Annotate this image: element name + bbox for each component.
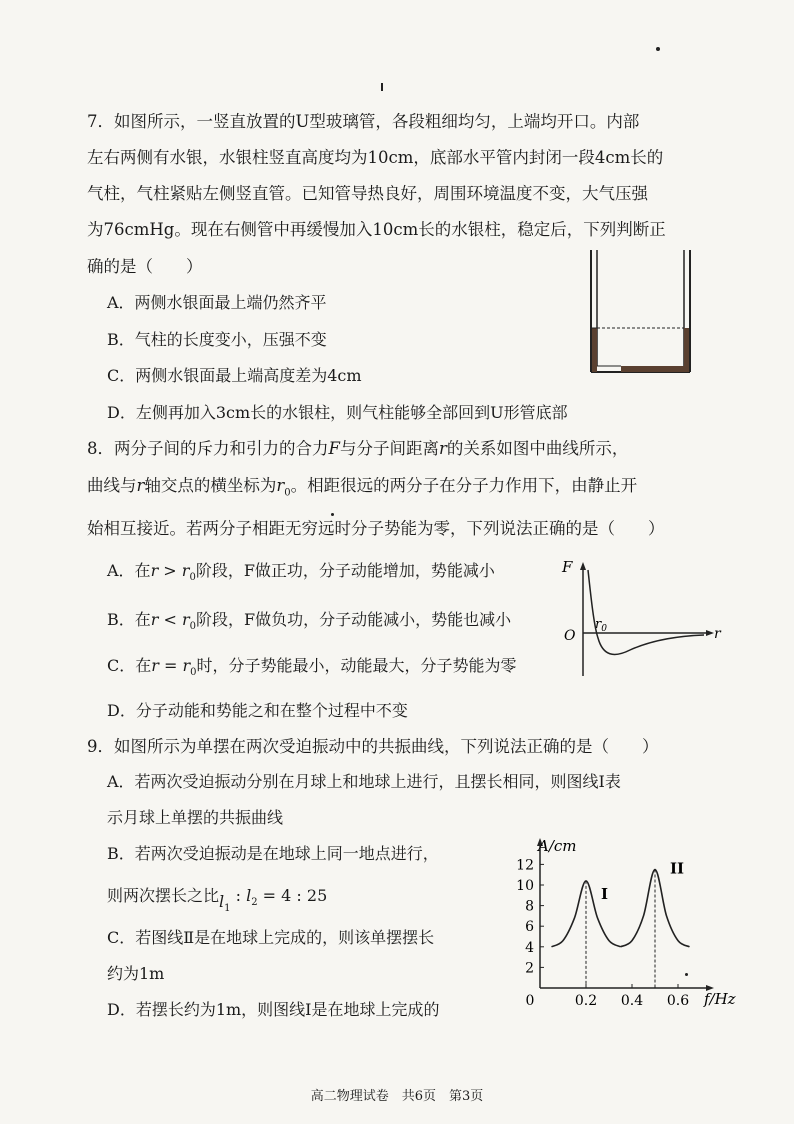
q8-option-b-pre: B．在 bbox=[107, 610, 151, 629]
q8-option-a-sub: 0 bbox=[189, 572, 196, 584]
graph-label-r0-sub: 0 bbox=[601, 624, 607, 634]
resonance-chart bbox=[508, 830, 744, 1010]
y-tick-label: 12 bbox=[516, 857, 534, 874]
q9-ratio-value: = 4 : 25 bbox=[257, 886, 328, 905]
q8-text-3: 的关系如图中曲线所示， bbox=[446, 439, 629, 458]
q8-option-b-sub: 0 bbox=[189, 621, 197, 633]
q8-line-2 bbox=[87, 474, 637, 505]
graph-label-o: O bbox=[564, 628, 576, 644]
q8-text-2: 与分子间距离 bbox=[339, 439, 439, 458]
q9-option-c-line-2: 约为1m bbox=[107, 964, 165, 983]
q8-symbol-r0: r bbox=[276, 476, 285, 495]
scan-speck bbox=[656, 47, 660, 51]
x-tick-label: 0.6 bbox=[666, 993, 690, 1009]
q7-option-a: A．两侧水银面最上端仍然齐平 bbox=[107, 293, 327, 312]
q8-text-1: 8．两分子间的斥力和引力的合力 bbox=[87, 439, 329, 458]
q8-option-b bbox=[107, 608, 511, 639]
q9-option-b-line-2 bbox=[107, 884, 327, 915]
q8-symbol-f: F bbox=[328, 439, 340, 458]
right-mercury bbox=[684, 328, 689, 372]
y-tick-label: 10 bbox=[516, 878, 534, 894]
q9-ratio-colon: : bbox=[230, 886, 247, 905]
q9-ratio-sub1: 1 bbox=[224, 903, 231, 915]
q8-text-5: 轴交点的横坐标为 bbox=[144, 476, 277, 495]
q9-option-b-text: 则两次摆长之比 bbox=[107, 886, 220, 905]
q8-option-c-pre: C．在 bbox=[107, 656, 152, 675]
q9-ratio-l1: l bbox=[219, 892, 225, 911]
q7-line-2: 左右两侧有水银，水银柱竖直高度均为10cm，底部水平管内封闭一段4cm长的 bbox=[87, 148, 664, 167]
graph-label-r: r bbox=[714, 626, 721, 642]
q9-option-c-line-1: C．若图线Ⅱ是在地球上完成的，则该单摆摆长 bbox=[107, 928, 435, 947]
left-mercury bbox=[592, 328, 597, 372]
force-curve bbox=[588, 570, 704, 654]
bottom-mercury bbox=[621, 366, 684, 372]
q8-option-b-cond: r < r bbox=[150, 610, 190, 629]
chart-xlabel: f/Hz bbox=[704, 990, 736, 1008]
q9-option-d: D．若摆长约为1m，则图线Ⅰ是在地球上完成的 bbox=[107, 1000, 440, 1019]
q8-option-a-post: 阶段，F做正功，分子动能增加，势能减小 bbox=[195, 561, 495, 580]
q9-option-b-line-1: B．若两次受迫振动是在地球上同一地点进行， bbox=[107, 844, 439, 863]
x-tick-label: 0.4 bbox=[620, 993, 644, 1009]
u-tube-figure bbox=[585, 248, 700, 376]
q9-ratio-l2: l bbox=[246, 886, 252, 905]
q8-option-a-cond: r > r bbox=[150, 561, 190, 580]
q8-option-d: D．分子动能和势能之和在整个过程中不变 bbox=[107, 701, 408, 720]
q7-line-3: 气柱，气柱紧贴左侧竖直管。已知管导热良好，周围环境温度不变，大气压强 bbox=[87, 184, 648, 203]
q8-line-3: 始相互接近。若两分子相距无穷远时分子势能为零，下列说法正确的是（ ） bbox=[87, 519, 665, 538]
q7-option-c: C．两侧水银面最上端高度差为4cm bbox=[107, 366, 362, 385]
y-tick-label: 6 bbox=[525, 919, 534, 936]
peak-label-2: II bbox=[670, 859, 685, 878]
q8-option-a-pre: A．在 bbox=[107, 561, 151, 580]
scan-speck bbox=[685, 973, 688, 976]
q9-ratio-sub2: 2 bbox=[251, 897, 258, 909]
q8-option-c-cond: r = r bbox=[151, 656, 191, 675]
q8-option-c bbox=[107, 654, 517, 685]
force-distance-graph bbox=[558, 558, 728, 690]
chart-axes bbox=[537, 838, 714, 991]
q9-option-a-line-2: 示月球上单摆的共振曲线 bbox=[107, 808, 284, 827]
q9-option-a-line-1: A．若两次受迫振动分别在月球上和地球上进行，且摆长相同，则图线Ⅰ表 bbox=[107, 772, 621, 791]
y-tick-label: 2 bbox=[525, 960, 534, 977]
y-tick-label: 8 bbox=[525, 898, 534, 915]
q8-symbol-r: r bbox=[438, 439, 447, 458]
q8-text-6: 。相距很远的两分子在分子力作用下，由静止开 bbox=[290, 476, 638, 495]
q7-line-4: 为76cmHg。现在右侧管中再缓慢加入10cm长的水银柱，稳定后，下列判断正 bbox=[87, 220, 666, 239]
x-tick-label: 0 bbox=[525, 993, 535, 1009]
q7-line-5: 确的是（ ） bbox=[87, 257, 203, 276]
q8-symbol-r-axis: r bbox=[136, 476, 145, 495]
q8-option-a bbox=[107, 559, 495, 590]
chart-ylabel: A/cm bbox=[538, 837, 577, 855]
q8-option-b-post: 阶段，F做负功，分子动能减小，势能也减小 bbox=[196, 610, 512, 629]
q8-line-1 bbox=[87, 437, 628, 461]
y-tick-label: 4 bbox=[525, 939, 534, 956]
q7-option-b: B．气柱的长度变小，压强不变 bbox=[107, 330, 327, 349]
scan-speck bbox=[331, 513, 334, 516]
page-footer: 高二物理试卷 共6页 第3页 bbox=[310, 1089, 484, 1104]
q8-symbol-r0-sub: 0 bbox=[284, 487, 291, 499]
graph-label-r0-base: r bbox=[595, 617, 602, 632]
q9-line-1: 9．如图所示为单摆在两次受迫振动中的共振曲线，下列说法正确的是（ ） bbox=[87, 737, 659, 756]
q7-line-1: 7．如图所示，一竖直放置的U型玻璃管，各段粗细均匀，上端均开口。内部 bbox=[87, 112, 640, 131]
graph-label-r0 bbox=[595, 617, 607, 634]
q8-option-c-sub: 0 bbox=[190, 667, 197, 679]
x-tick-label: 0.2 bbox=[574, 993, 598, 1009]
q7-option-d: D．左侧再加入3cm长的水银柱，则气柱能够全部回到U形管底部 bbox=[107, 403, 568, 422]
q8-option-c-post: 时，分子势能最小，动能最大，分子势能为零 bbox=[196, 656, 517, 675]
scan-speck bbox=[381, 83, 383, 91]
peak-label-1: I bbox=[601, 884, 609, 903]
q8-text-4: 曲线与 bbox=[87, 476, 137, 495]
graph-label-f: F bbox=[562, 558, 573, 576]
